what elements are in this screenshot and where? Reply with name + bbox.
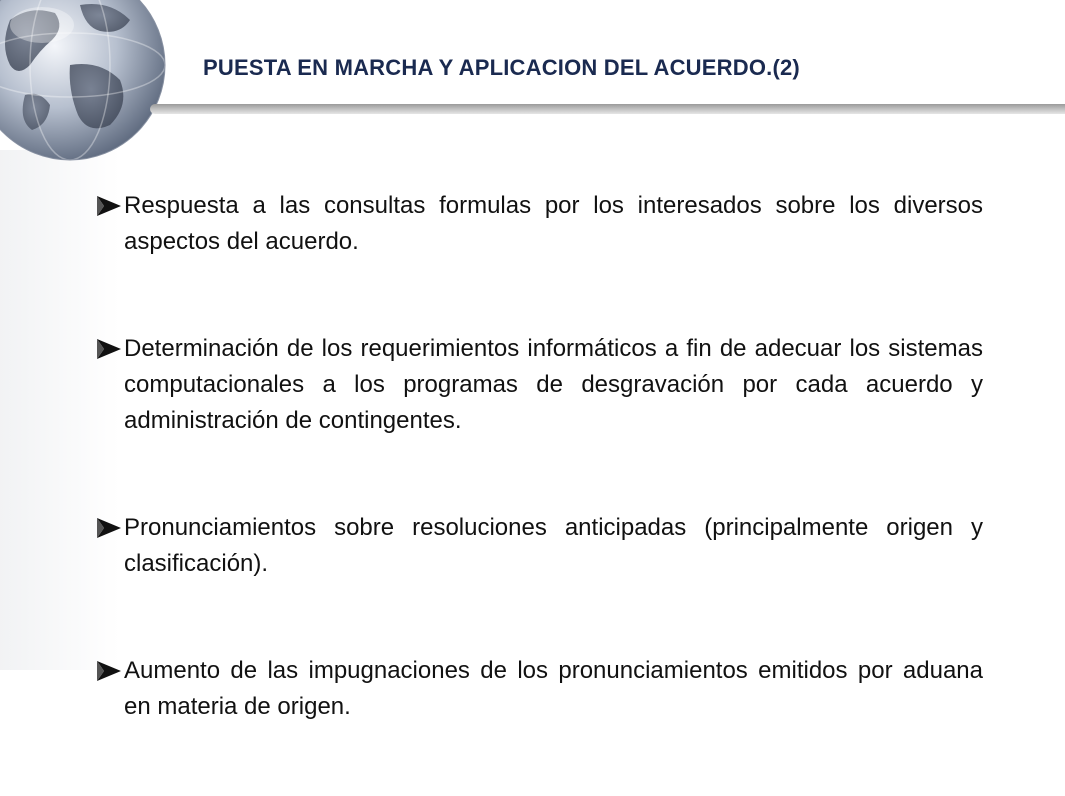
bullet-item xyxy=(95,510,983,582)
bullet-text: Determinación de los requerimientos informáticos a fin de adecuar los sistemas computacionales a los programas de desgravación por cada acuerdo y administración de contingentes. xyxy=(124,335,983,434)
slide-title: PUESTA EN MARCHA Y APLICACION DEL ACUERDO.(2) xyxy=(203,55,800,80)
arrow-bullet-icon xyxy=(95,657,123,685)
title-underline-bar xyxy=(150,104,1065,114)
bullet-item xyxy=(95,653,983,725)
arrow-bullet-icon xyxy=(95,335,123,363)
bullet-text: Pronunciamientos sobre resoluciones anticipadas (principalmente origen y clasificación). xyxy=(124,514,983,577)
arrow-bullet-icon xyxy=(95,192,123,220)
arrow-bullet-icon xyxy=(95,514,123,542)
globe-icon xyxy=(0,0,170,165)
bullet-item xyxy=(95,188,983,260)
bullet-text: Respuesta a las consultas formulas por los interesados sobre los diversos aspectos del acuerdo. xyxy=(124,192,983,255)
bullet-item xyxy=(95,331,983,439)
bullet-list xyxy=(95,188,983,725)
bullet-text: Aumento de las impugnaciones de los pronunciamientos emitidos por aduana en materia de origen. xyxy=(124,657,983,720)
